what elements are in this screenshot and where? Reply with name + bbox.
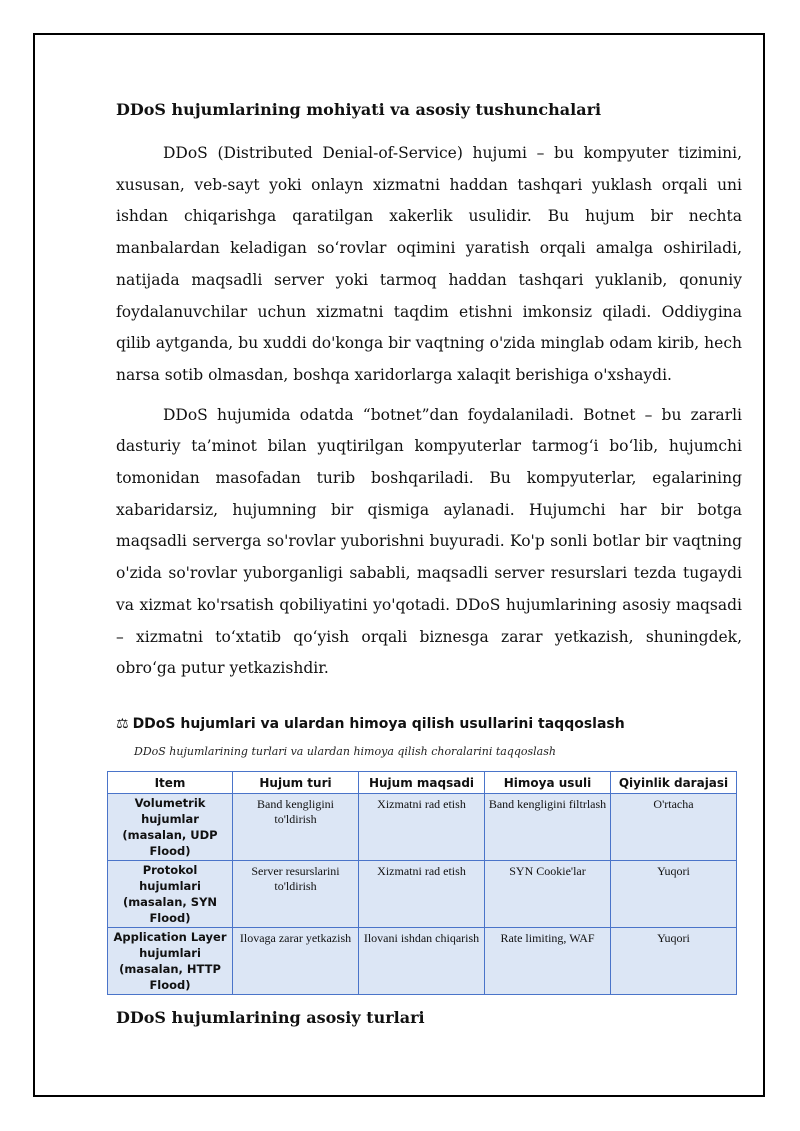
paragraph-1: DDoS (Distributed Denial-of-Service) hujumi – bu kompyuter tizimini, xususan, veb-sayt yoki onlayn xizmatni haddan tashqari yuklash orqali uni ishdan chiqarishga qaratilgan xakerlik usulidir. Bu hujum bir nechta manbalardan keladigan so‘rovlar oqimini yaratish orqali amalga oshiriladi, natijada maqsadli server yoki tarmoq haddan tashqari yuklanib, qonuniy foydalanuvchilar uchun xizmatni taqdim etishni imkonsiz qiladi. Oddiygina qilib aytganda, bu xuddi do'konga bir vaqtning o'zida minglab odam kirib, hech narsa sotib olmasdan, boshqa xaridorlarga xalaqit berishiga o'xshaydi. [116,144,742,384]
column-header: Himoya usuli [485,772,611,794]
table-cell: Xizmatni rad etish [359,861,485,928]
table-cell: SYN Cookie'lar [485,861,611,928]
table-cell: Band kengligini to'ldirish [233,794,359,861]
table-cell: Xizmatni rad etish [359,794,485,861]
table-row [108,928,737,995]
table-cell: Protokol hujumlari (masalan, SYN Flood) [108,861,233,928]
table-heading [116,716,625,732]
table-cell: Ilovani ishdan chiqarish [359,928,485,995]
table-caption: DDoS hujumlarining turlari va ulardan himoya qilish choralarini taqqoslash [134,745,556,758]
column-header: Hujum maqsadi [359,772,485,794]
column-header: Qiyinlik darajasi [611,772,737,794]
column-header: Hujum turi [233,772,359,794]
table-cell: Yuqori [611,861,737,928]
table-heading-text: DDoS hujumlari va ulardan himoya qilish usullarini taqqoslash [132,716,625,732]
column-header: Item [108,772,233,794]
table-cell: Volumetrik hujumlar (masalan, UDP Flood) [108,794,233,861]
section-heading-essence: DDoS hujumlarining mohiyati va asosiy tushunchalari [116,100,602,119]
table-row [108,861,737,928]
table-cell: O'rtacha [611,794,737,861]
table-cell: Server resurslarini to'ldirish [233,861,359,928]
comparison-table [107,771,737,995]
table-header-row [108,772,737,794]
table-cell: Rate limiting, WAF [485,928,611,995]
body-text [116,138,742,685]
table-row [108,794,737,861]
table-cell: Ilovaga zarar yetkazish [233,928,359,995]
scale-icon: ⚖ [116,716,129,732]
table-cell: Application Layer hujumlari (masalan, HTTP Flood) [108,928,233,995]
table-cell: Yuqori [611,928,737,995]
paragraph-2: DDoS hujumida odatda “botnet”dan foydalaniladi. Botnet – bu zararli dasturiy ta’minot bilan yuqtirilgan kompyuterlar tarmog‘i bo‘lib, hujumchi tomonidan masofadan turib boshqariladi. Bu kompyuterlar, egalarining xabaridarsiz, hujumning bir qismiga aylanadi. Hujumchi har bir botga maqsadli serverga so'rovlar yuborishni buyuradi. Ko'p sonli botlar bir vaqtning o'zida so'rovlar yuborganligi sababli, maqsadli server resurslari tezda tugaydi va xizmat ko'rsatish qobiliyatini yo'qotadi. DDoS hujumlarining asosiy maqsadi – xizmatni to‘xtatib qo‘yish orqali biznesga zarar yetkazish, shuningdek, obro‘ga putur yetkazishdir. [116,405,742,678]
section-heading-types: DDoS hujumlarining asosiy turlari [116,1008,425,1027]
table-cell: Band kengligini filtrlash [485,794,611,861]
